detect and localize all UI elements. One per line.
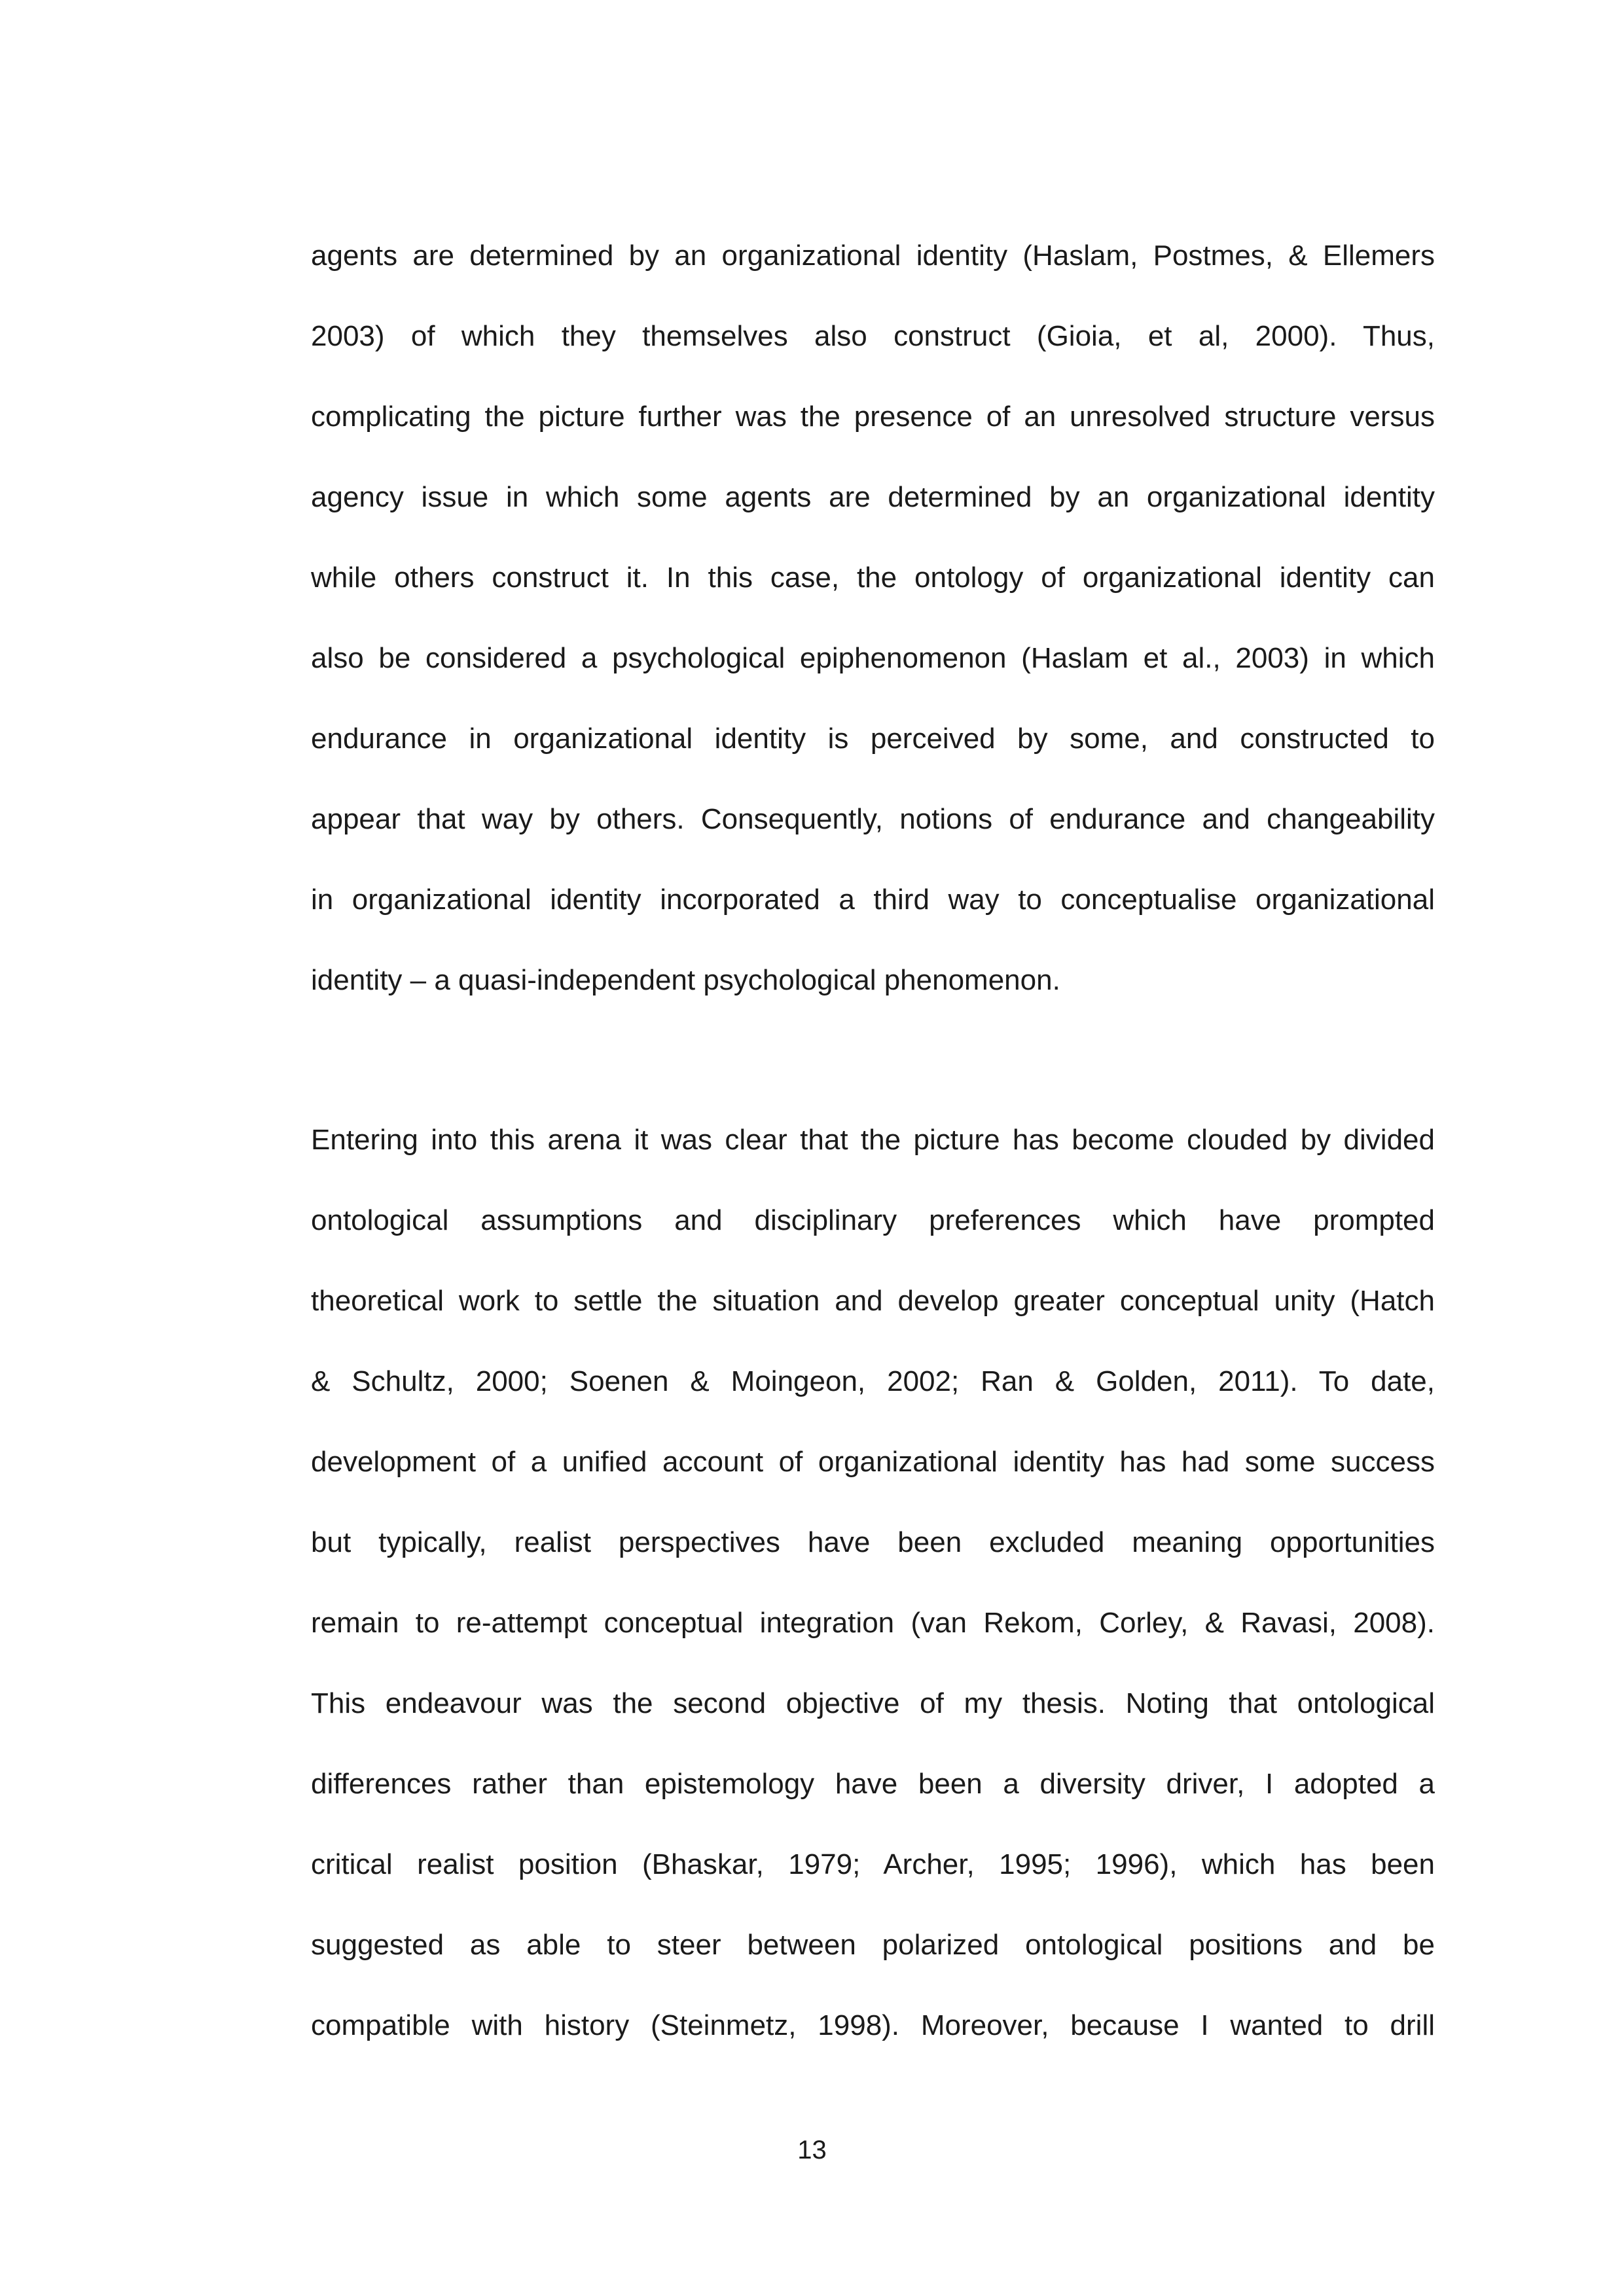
text-line: agents are determined by an organizational identity (Haslam, Postmes, & Ellemers xyxy=(311,240,1435,272)
text-line: & Schultz, 2000; Soenen & Moingeon, 2002; Ran & Golden, 2011). To date, xyxy=(311,1365,1435,1397)
text-line: in organizational identity incorporated a third way to conceptualise organizational xyxy=(311,884,1435,916)
text-line: identity – a quasi-independent psychological phenomenon. xyxy=(311,964,1060,996)
text-line: endurance in organizational identity is perceived by some, and constructed to xyxy=(311,723,1435,755)
text-line: also be considered a psychological epiphenomenon (Haslam et al., 2003) in which xyxy=(311,642,1435,674)
text-line: critical realist position (Bhaskar, 1979; Archer, 1995; 1996), which has been xyxy=(311,1848,1435,1880)
text-line: while others construct it. In this case, the ontology of organizational identity can xyxy=(311,562,1435,594)
text-line: This endeavour was the second objective of my thesis. Noting that ontological xyxy=(311,1687,1435,1719)
text-line: differences rather than epistemology have been a diversity driver, I adopted a xyxy=(311,1768,1435,1800)
text-line: but typically, realist perspectives have been excluded meaning opportunities xyxy=(311,1526,1435,1558)
paragraph xyxy=(311,227,1435,1032)
text-line: ontological assumptions and disciplinary preferences which have prompted xyxy=(311,1204,1435,1236)
text-line: complicating the picture further was the presence of an unresolved structure versus xyxy=(311,401,1435,433)
text-line: compatible with history (Steinmetz, 1998). Moreover, because I wanted to drill xyxy=(311,2009,1435,2041)
text-line: agency issue in which some agents are determined by an organizational identity xyxy=(311,481,1435,513)
text-line: appear that way by others. Consequently, notions of endurance and changeability xyxy=(311,803,1435,835)
text-line: development of a unified account of organizational identity has had some success xyxy=(311,1446,1435,1478)
text-line: theoretical work to settle the situation and develop greater conceptual unity (Hatch xyxy=(311,1285,1435,1317)
text-line: remain to re-attempt conceptual integration (van Rekom, Corley, & Ravasi, 2008). xyxy=(311,1607,1435,1639)
text-line: Entering into this arena it was clear that the picture has become clouded by divided xyxy=(311,1124,1435,1156)
text-line: 2003) of which they themselves also construct (Gioia, et al, 2000). Thus, xyxy=(311,320,1435,352)
page-number: 13 xyxy=(797,2136,827,2164)
text-line: suggested as able to steer between polarized ontological positions and be xyxy=(311,1929,1435,1961)
paragraph xyxy=(311,1111,1435,2077)
